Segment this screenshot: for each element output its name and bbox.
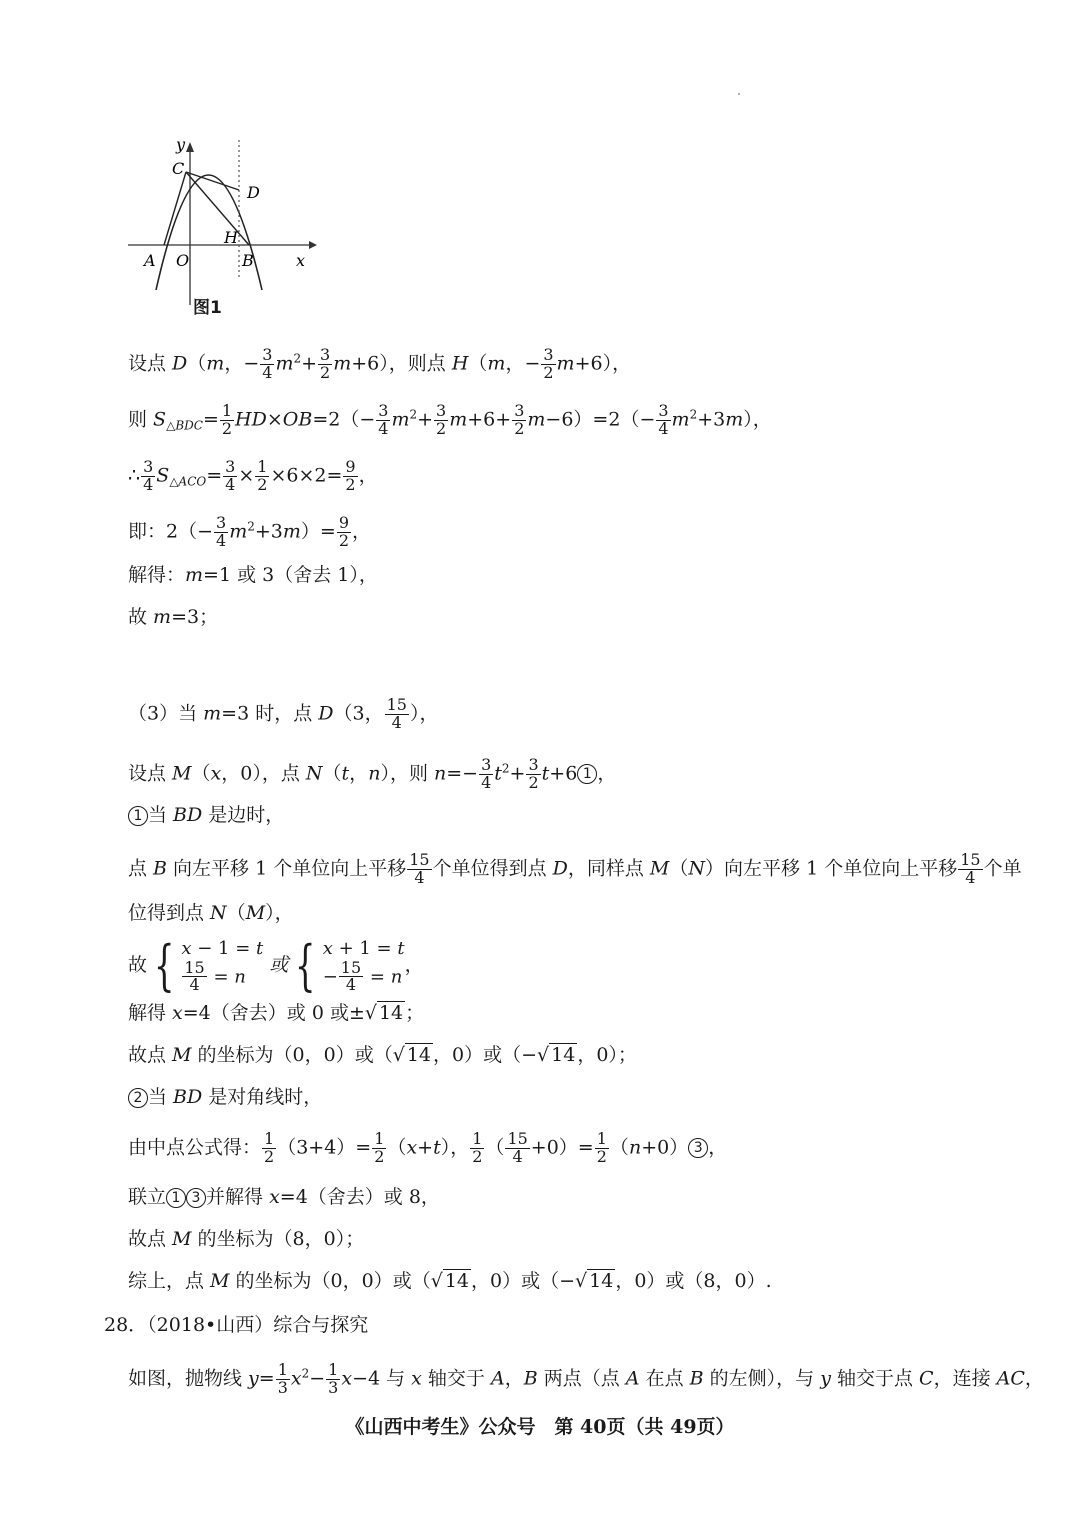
- line-15: 2 当 BD 是对角线时，: [128, 1088, 322, 1108]
- x-axis-arrow: [309, 241, 317, 249]
- line-2: 则 $S_{\triangle BDC}=$ $\frac{1}{2}$ HD×OB=2（− $\frac{3}{4}$ $m^2+$ $\frac{3}{2}$ m+6+ $\frac{3}{2}$ m−6）=2（− $\frac{3}{4}$ $m^2+3m$），: [128, 401, 772, 438]
- line-5: 解得：m=1 或 3（舍去 1），: [128, 564, 378, 586]
- line-7: （3）当 m=3 时，点 D（3， $\frac{15}{4}$ ），: [128, 695, 439, 732]
- label-A: A: [144, 251, 156, 270]
- label-H: H: [224, 228, 238, 247]
- line-13: 解得 x=4（舍去）或 0 或±√ 14 ；: [128, 1002, 425, 1024]
- label-C: C: [172, 159, 185, 178]
- line-20: 28．（2018•山西）综合与探究: [104, 1314, 369, 1336]
- line-14: 故点 M 的坐标为（0，0）或（√ 14 ，0）或（−√ 14 ，0）；: [128, 1044, 637, 1066]
- line-21: 如图，抛物线 y= $\frac{1}{3}$ $x^2-$ $\frac{1}{3}$ x−4 与 x 轴交于 A，B 两点（点 A 在点 B 的左侧），与 y 轴交于点 C，连接 AC，: [128, 1360, 1044, 1397]
- label-O: O: [176, 251, 190, 270]
- y-axis-arrow: [186, 142, 194, 152]
- segment-AC: [164, 172, 186, 245]
- line-12: 故 { x − 1 = t $\frac{15}{4}$ = n 或 { x + 1 = t − $\frac{15}{4}$ = n ，: [128, 934, 424, 998]
- line-9: 1 当 BD 是边时，: [128, 806, 284, 826]
- line-10: 点 B 向左平移 1 个单位向上平移 $\frac{15}{4}$ 个单位得到点 D，同样点 M（N）向左平移 1 个单位向上平移 $\frac{15}{4}$ 个单: [128, 850, 1022, 887]
- line-16: 由中点公式得： $\frac{1}{2}$ （3+4）= $\frac{1}{2}$ （x+t）， $\frac{1}{2}$ （ $\frac{15}{4}$ +0）= $\frac{1}{2}$ （n+0） 3 ，: [128, 1129, 728, 1166]
- label-D: D: [247, 183, 260, 202]
- page-footer: 《山西中考生》公众号 第 40页（共 49页）: [345, 1416, 735, 1438]
- line-6: 故 m=3；: [128, 606, 219, 628]
- line-3: ∴ $\frac{3}{4}$ $S_{\triangle ACO}=$ $\frac{3}{4}$ × $\frac{1}{2}$ ×6×2= $\frac{9}{2}$ ，: [128, 457, 378, 494]
- label-B: B: [242, 251, 254, 270]
- line-18: 故点 M 的坐标为（8，0）；: [128, 1228, 365, 1250]
- line-8: 设点 M（x，0），点 N（t，n），则 n=− $\frac{3}{4}$ $t^2+$ $\frac{3}{2}$ t+6 1 ，: [128, 755, 617, 792]
- label-y: y: [176, 135, 186, 154]
- label-x: x: [296, 251, 306, 270]
- parabola-figure: [124, 130, 324, 320]
- line-11: 位得到点 N（M），: [128, 902, 294, 924]
- line-4: 即：2（− $\frac{3}{4}$ $m^2+3m)=$ $\frac{9}{2}$ ，: [128, 513, 372, 550]
- line-19: 综上，点 M 的坐标为（0，0）或（√ 14 ，0）或（−√ 14 ，0）或（8，0）.: [128, 1270, 772, 1292]
- speck: [738, 93, 740, 95]
- line-17: 联立 1 3 并解得 x=4（舍去）或 8，: [128, 1186, 440, 1208]
- figure-caption: 图1: [193, 298, 222, 318]
- line-1: 设点 D（m，− $\frac{3}{4}$ $m^2+$ $\frac{3}{2}$ m+6），则点 H（m，− $\frac{3}{2}$ m+6），: [128, 345, 632, 382]
